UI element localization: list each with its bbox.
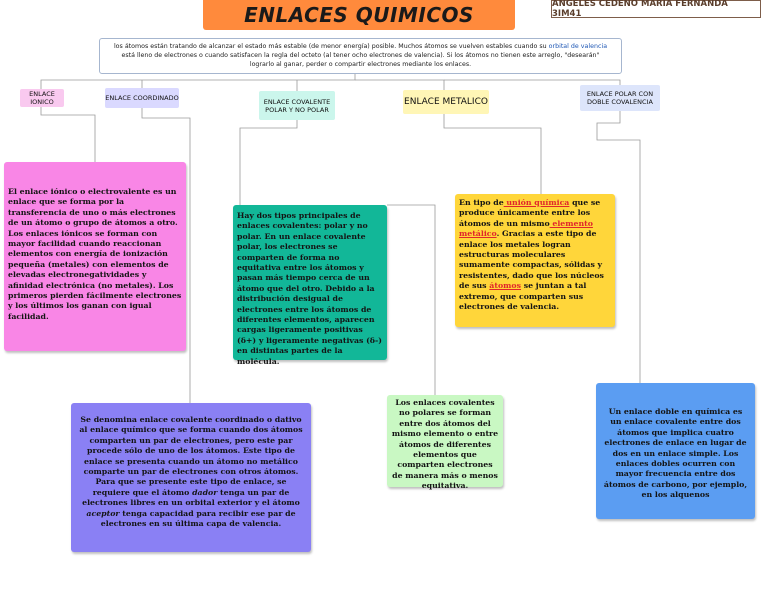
connector-covalente-to-card bbox=[240, 120, 297, 205]
coordinado-text-1: Se denomina enlace covalente coordinado o dativo al enlace químico que se forma cuando dos átomos comparten un par de electrones, pero este par procede sólo de uno de los átomos. Este tipo de enlace se presenta cuando un átomo no metálico comparte un par de electrones con otros átomos. Para que se presente este tipo de enlace, se requiere que el átomo bbox=[79, 415, 303, 497]
intro-text-1: los átomos están tratando de alcanzar el estado más estable (de menor energía) posible. Muchos átomos se vuelven estables cuando su bbox=[113, 43, 549, 50]
connector-covalente-to-nopolar bbox=[387, 205, 435, 395]
intro-box bbox=[99, 38, 622, 74]
card-enlace-covalente: Hay dos tipos principales de enlaces covalentes: polar y no polar. En un enlace covalente polar, los electrones se comparten de forma no equitativa entre los átomos y pasan más tiempo cerca de un átomo que del otro. Debido a la distribución desigual de electrones entre los átomos de diferentes elementos, aparecen cargas ligeramente positivas (δ+) y ligeramente negativas (δ-) en distintas partes de la molécula. bbox=[233, 205, 387, 360]
coordinado-text-3: tenga capacidad para recibir ese par de electrones en su última capa de valencia. bbox=[100, 508, 296, 529]
tag-enlace-covalente: ENLACE COVALENTE POLAR Y NO POLAR bbox=[259, 91, 335, 120]
link-atomos[interactable]: átomos bbox=[489, 281, 521, 291]
intro-text-2: está lleno de electrones o cuando satisfacen la regla del octeto (al tener ocho electrones de valencia). Si los átomos no tienen este arreglo, "desearán" lograrlo al ganar, perder o compartir electrones mediante los enlaces. bbox=[121, 52, 600, 68]
tag-enlace-doble-covalencia: ENLACE POLAR CON DOBLE COVALENCIA bbox=[580, 85, 660, 111]
metalico-text-3: . Gracias a este tipo de enlace los metales logran estructuras moleculares sumamente compactas, sólidas y resistentes, dado que los núcleos de sus bbox=[459, 229, 604, 291]
tag-enlace-metalico: ENLACE METALICO bbox=[403, 90, 489, 114]
link-union-quimica[interactable]: unión química bbox=[503, 198, 570, 207]
tag-enlace-ionico: ENLACE IONICO bbox=[20, 89, 64, 107]
title-banner bbox=[203, 0, 515, 30]
page-title: ENLACES QUIMICOS bbox=[244, 3, 474, 27]
connector-intro-to-metalico bbox=[355, 80, 444, 90]
card-enlace-doble: Un enlace doble en química es un enlace covalente entre dos átomos que implica cuatro electrones de enlace en lugar de dos en un enlace simple. Los enlaces dobles ocurren con mayor frecuencia entre dos átomos de carbono, por ejemplo, en los alquenos bbox=[596, 383, 755, 519]
coordinado-italic-dador: dador bbox=[192, 487, 218, 497]
card-enlace-metalico bbox=[455, 194, 615, 327]
coordinado-italic-aceptor: aceptor bbox=[86, 508, 120, 518]
connector-metalico-to-card bbox=[444, 114, 541, 194]
metalico-text-1: En tipo de bbox=[459, 198, 504, 207]
card-enlace-coordinado bbox=[71, 403, 311, 552]
link-elemento-metalico[interactable]: elemento metálico bbox=[459, 218, 593, 239]
metalico-text-2: que se produce únicamente entre los átomos de un mismo bbox=[459, 198, 601, 228]
author-label: ANGELES CEDEÑO MARIA FERNANDA 3IM41 bbox=[551, 0, 761, 18]
connector-ionico-to-card bbox=[41, 107, 95, 162]
card-enlace-no-polar: Los enlaces covalentes no polares se forman entre dos átomos del mismo elemento o entre átomos de diferentes elementos que comparten electrones de manera más o menos equitativa. bbox=[387, 395, 503, 487]
metalico-text-4: se juntan a tal extremo, que comparten sus electrones de valencia. bbox=[459, 281, 587, 312]
coordinado-text-2: tenga un par de electrones libres en un orbital exterior y el átomo bbox=[82, 487, 300, 508]
tag-enlace-coordinado: ENLACE COORDINADO bbox=[105, 88, 179, 108]
intro-link-orbital[interactable]: orbital de valencia bbox=[548, 43, 608, 50]
card-enlace-ionico: El enlace iónico o electrovalente es un enlace que se forma por la transferencia de uno o más electrones de un átomo o grupo de átomos a otro. Los enlaces iónicos se forman con mayor facilidad cuando reaccionan elementos con energía de ionización pequeña (metales) con elementos de elevadas electronegatividades y afinidad electrónica (no metales). Los primeros pierden fácilmente electrones y los últimos los ganan con igual facilidad. bbox=[4, 162, 186, 351]
connector-intro-to-ionico bbox=[41, 74, 355, 89]
